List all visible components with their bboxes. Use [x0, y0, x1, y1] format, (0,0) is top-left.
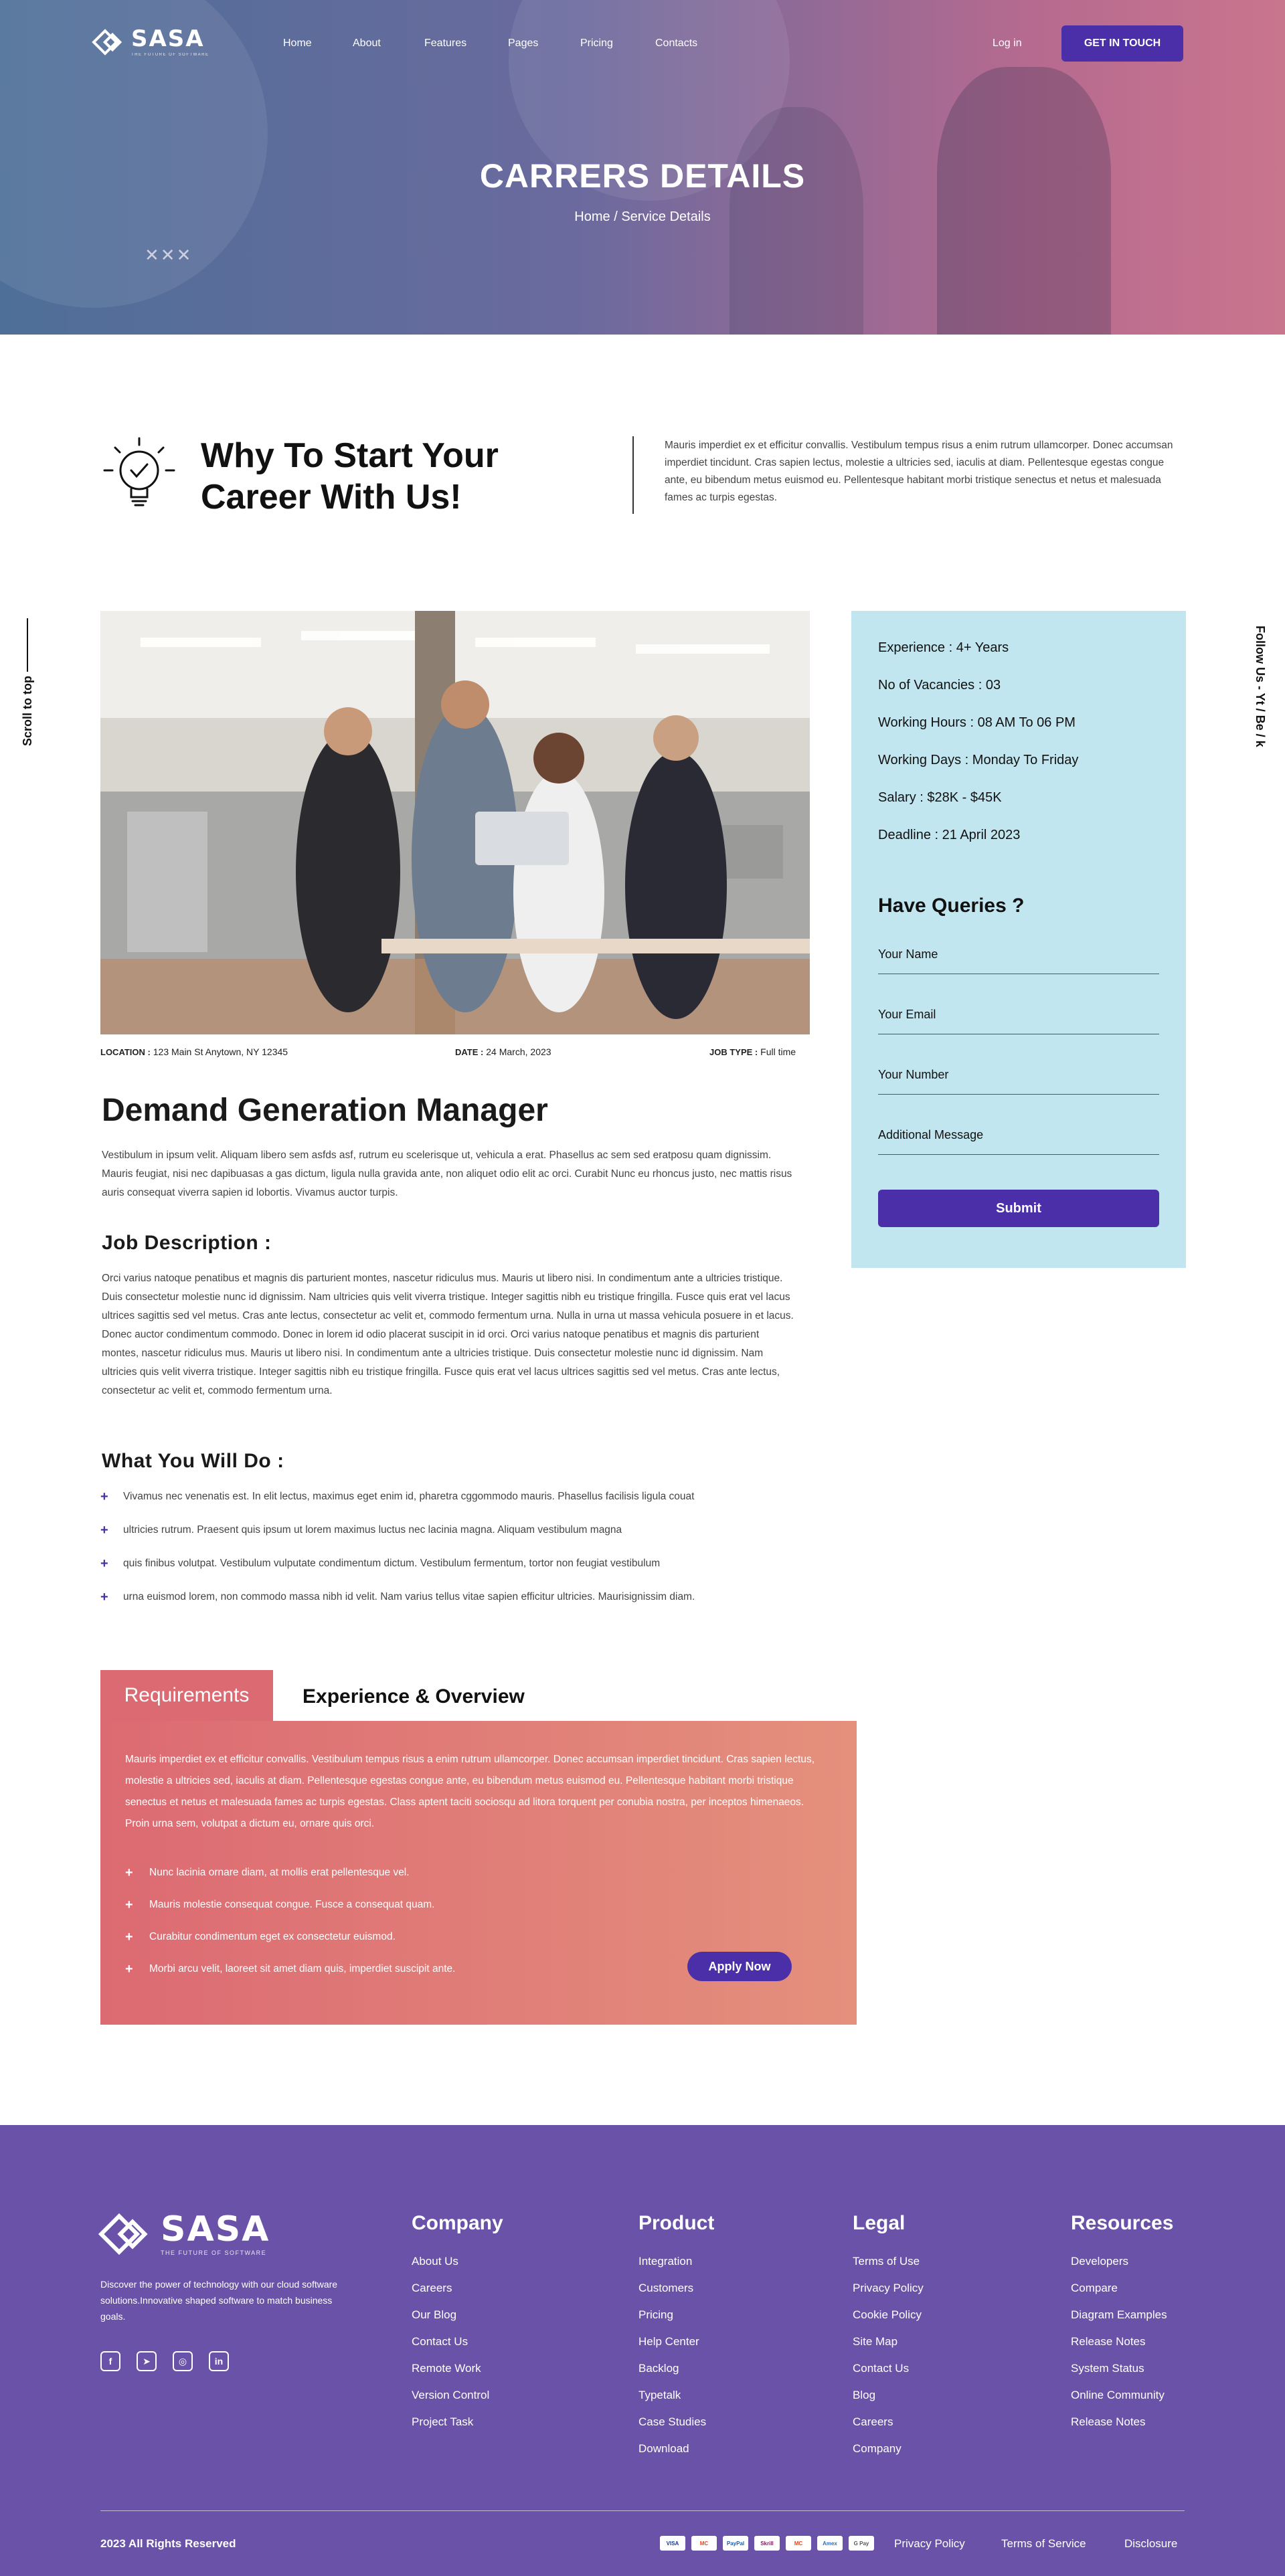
nav-about[interactable]: About	[353, 37, 381, 49]
footer-link[interactable]: Backlog	[638, 2362, 679, 2375]
info-value: 03	[985, 678, 1001, 693]
info-value: 4+ Years	[956, 640, 1009, 655]
footer-logo[interactable]	[100, 2211, 270, 2258]
social-links	[100, 2351, 229, 2371]
visa-icon: VISA	[660, 2536, 685, 2551]
list-item-text: ultricies rutrum. Praesent quis ipsum ut lorem maximus luctus nec lacinia magna. Aliquam vestibulum magna	[123, 1524, 622, 1536]
footer-link[interactable]: Our Blog	[412, 2308, 457, 2321]
footer-link[interactable]: Careers	[412, 2282, 452, 2294]
footer-link[interactable]: Version Control	[412, 2389, 490, 2401]
message-field[interactable]: Additional Message	[878, 1128, 1159, 1155]
plus-icon: +	[125, 1898, 133, 1912]
footer-column-title: Legal	[853, 2212, 906, 2234]
footer-column-title: Resources	[1071, 2212, 1174, 2234]
list-item-text: Vivamus nec venenatis est. In elit lectus, maximus eget enim id, pharetra cggommodo mauris. Phasellus facilisis ligula couat	[123, 1491, 695, 1502]
list-item-text: urna euismod lorem, non commodo massa nibh id velit. Nam varius tellus vitae sapien efficitur ultricies. Maurisignissim diam.	[123, 1591, 695, 1602]
paypal-icon: PayPal	[723, 2536, 748, 2551]
list-item-text: Mauris molestie consequat congue. Fusce a consequat quam.	[149, 1899, 435, 1910]
info-working-hours	[878, 715, 1078, 753]
info-value: Monday To Friday	[972, 753, 1079, 767]
plus-icon: +	[125, 1930, 133, 1944]
mastercard-alt-icon: MC	[786, 2536, 811, 2551]
info-value: 21 April 2023	[942, 828, 1021, 842]
login-link[interactable]: Log in	[993, 37, 1022, 49]
info-vacancies	[878, 678, 1078, 715]
what-you-will-do-heading: What You Will Do :	[102, 1450, 284, 1472]
job-description-text: Orci varius natoque penatibus et magnis dis parturient montes, nascetur ridiculus mus. Mauris ut libero nisi. In condimentum ante a ultricies tristique. Duis consectetur molestie nunc id dignissim. Nam ultricies quis velit viverra tristique. Integer sagittis nibh eu tristique fringilla. Fusce quis erat vel lacus ultrices sagittis sed vel metus. Cras ante lectus, consectetur ac velit et, commodo fermentum urna. Nulla in urna ut massa vehicula posuere in et lacus. Donec auctor condimentum commodo. Donec in lorem id odio placerat suscipit in id orci. Orci varius natoque penatibus et magnis dis parturient montes, nascetur ridiculus mus. Mauris ut libero nisi. In condimentum ante a ultricies tristique. Duis consectetur molestie nunc id dignissim. Nam ultricies quis velit viverra tristique. Integer sagittis nibh eu tristique fringilla. Fusce quis erat vel lacus ultrices sagittis sed vel metus. Cras ante lectus, consectetur ac velit et, commodo fermentum urna.	[102, 1273, 794, 1396]
requirements-panel	[100, 1721, 857, 2025]
footer-link[interactable]: Help Center	[638, 2335, 699, 2348]
footer-column-resources	[1071, 2212, 1173, 2442]
footer	[0, 2125, 1285, 2576]
payment-methods	[660, 2536, 874, 2551]
scroll-to-top[interactable]: Scroll to top	[21, 676, 34, 746]
tab-experience-overview[interactable]: Experience & Overview	[303, 1685, 525, 1708]
footer-link[interactable]: Site Map	[853, 2335, 898, 2348]
get-in-touch-button[interactable]: GET IN TOUCH	[1061, 25, 1183, 62]
info-salary	[878, 790, 1078, 828]
info-label: Experience :	[878, 640, 953, 655]
list-item	[100, 1591, 810, 1603]
why-heading	[201, 435, 499, 518]
instagram-icon[interactable]: ◎	[173, 2351, 193, 2371]
hero-banner	[0, 0, 1285, 335]
footer-divider	[100, 2510, 1185, 2511]
info-label: Salary :	[878, 790, 924, 805]
nav-features[interactable]: Features	[424, 37, 467, 49]
list-item-text: Curabitur condimentum eget ex consectetur euismod.	[149, 1931, 396, 1942]
info-value: 08 AM To 06 PM	[977, 715, 1076, 730]
job-type-label: JOB TYPE :	[709, 1047, 758, 1057]
hero-bg-shape	[937, 67, 1111, 335]
job-date-label: DATE :	[455, 1047, 484, 1057]
footer-link[interactable]: Company	[853, 2442, 902, 2455]
info-list	[878, 640, 1078, 865]
apply-now-button[interactable]: Apply Now	[687, 1952, 792, 1981]
job-date	[455, 1046, 551, 1057]
privacy-policy-link[interactable]: Privacy Policy	[894, 2537, 965, 2550]
job-description-heading: Job Description :	[102, 1232, 272, 1254]
follow-us-label[interactable]: Follow Us - Yt / Be / k	[1254, 626, 1267, 747]
footer-link[interactable]: Case Studies	[638, 2415, 707, 2428]
info-label: No of Vacancies :	[878, 678, 982, 693]
lightbulb-check-icon	[100, 432, 178, 512]
decorative-x-marks-icon: ✕✕✕	[145, 245, 193, 265]
footer-column-product	[638, 2212, 714, 2469]
scroll-line	[27, 618, 28, 672]
tab-requirements[interactable]: Requirements	[100, 1670, 273, 1721]
footer-link[interactable]: Online Community	[1071, 2389, 1165, 2401]
job-location	[100, 1046, 288, 1057]
job-info-sidebar	[851, 611, 1186, 1268]
nav-pages[interactable]: Pages	[508, 37, 539, 49]
header-logo[interactable]	[94, 27, 209, 58]
logo-mark-icon	[94, 27, 124, 58]
logo-tagline: THE FUTURE OF SOFTWARE	[131, 53, 209, 57]
info-value: $28K - $45K	[927, 790, 1002, 805]
list-item-text: Morbi arcu velit, laoreet sit amet diam quis, imperdiet suscipit ante.	[149, 1963, 456, 1974]
footer-logo-name: SASA	[161, 2209, 270, 2249]
footer-link[interactable]: Contact Us	[412, 2335, 468, 2348]
list-item	[100, 1491, 810, 1503]
google-pay-icon: G Pay	[849, 2536, 874, 2551]
footer-column-title: Product	[638, 2212, 715, 2234]
breadcrumb	[0, 209, 1285, 225]
disclosure-link[interactable]: Disclosure	[1124, 2537, 1178, 2550]
requirements-text: Mauris imperdiet ex et efficitur convallis. Vestibulum tempus risus a enim rutrum ullamcorper. Donec accumsan imperdiet tincidunt. Cras sapien lectus, molestie a ultricies sed, iaculis at diam. Pellentesque egestas congue ante, eu bibendum metus euismod eu. Pellentesque habitant morbi tristique senectus et netus et malesuada fames ac turpis egestas. Class aptent taciti sociosqu ad litora torquent per conubia nostra, per inceptos himenaeos. Proin urna sem, volutpat a dictum eu, ornare quis orci.	[125, 1754, 815, 1829]
plus-icon: +	[125, 1865, 133, 1880]
plus-icon: +	[125, 1962, 133, 1976]
submit-button[interactable]: Submit	[878, 1190, 1159, 1227]
footer-link[interactable]: System Status	[1071, 2362, 1144, 2375]
footer-link[interactable]: Project Task	[412, 2415, 474, 2428]
number-field[interactable]: Your Number	[878, 1068, 1159, 1095]
job-location-label: LOCATION :	[100, 1047, 151, 1057]
list-item	[125, 1931, 455, 1963]
list-item-text: Nunc lacinia ornare diam, at mollis erat pellentesque vel.	[149, 1867, 410, 1878]
footer-link[interactable]: Contact Us	[853, 2362, 910, 2375]
footer-link[interactable]: Customers	[638, 2282, 694, 2294]
footer-link[interactable]: Careers	[853, 2415, 893, 2428]
job-title: Demand Generation Manager	[102, 1093, 548, 1128]
list-item	[125, 1899, 455, 1931]
list-item	[100, 1558, 810, 1570]
footer-link[interactable]: Release Notes	[1071, 2335, 1146, 2348]
footer-description: Discover the power of technology with our cloud software solutions.Innovative shaped software to match business goals.	[100, 2279, 338, 2322]
nav-pricing[interactable]: Pricing	[580, 37, 613, 49]
logo-name: SASA	[131, 25, 205, 52]
job-type	[709, 1046, 796, 1057]
nav-home[interactable]: Home	[283, 37, 312, 49]
page-title: CARRERS DETAILS	[479, 157, 806, 195]
footer-link[interactable]: Privacy Policy	[853, 2282, 924, 2294]
name-field[interactable]: Your Name	[878, 947, 1159, 974]
breadcrumb-home[interactable]: Home	[574, 209, 610, 224]
footer-column-title: Company	[412, 2212, 503, 2234]
plus-icon: +	[100, 1556, 108, 1571]
job-location-value: 123 Main St Anytown, NY 12345	[153, 1046, 288, 1057]
footer-link[interactable]: Terms of Use	[853, 2255, 920, 2268]
plus-icon: +	[100, 1489, 108, 1504]
footer-link[interactable]: Remote Work	[412, 2362, 481, 2375]
terms-of-service-link[interactable]: Terms of Service	[1001, 2537, 1086, 2550]
job-date-value: 24 March, 2023	[486, 1046, 551, 1057]
list-item	[100, 1524, 810, 1536]
facebook-icon[interactable]: f	[100, 2351, 120, 2371]
footer-logo-tagline: THE FUTURE OF SOFTWARE	[161, 2249, 267, 2256]
footer-link[interactable]: Typetalk	[638, 2389, 681, 2401]
info-experience	[878, 640, 1078, 678]
list-item	[125, 1963, 455, 1995]
info-label: Working Hours :	[878, 715, 974, 730]
footer-link[interactable]: Developers	[1071, 2255, 1128, 2268]
why-heading-line1: Why To Start Your	[201, 436, 499, 475]
skrill-icon: Skrill	[754, 2536, 780, 2551]
mastercard-icon: MC	[691, 2536, 717, 2551]
footer-link[interactable]: Compare	[1071, 2282, 1118, 2294]
footer-column-legal	[853, 2212, 924, 2469]
logo-mark-icon	[100, 2211, 154, 2258]
queries-title: Have Queries ?	[878, 895, 1025, 917]
why-text: Mauris imperdiet ex et efficitur convallis. Vestibulum tempus risus a enim rutrum ullamcorper. Donec accumsan imperdiet tincidunt. Cras sapien lectus, molestie a ultricies sed, iaculis at diam. Pellentesque egestas congue ante, eu bibendum metus euismod eu. Pellentesque habitant morbi tristique senectus et netus et malesuada fames ac turpis egestas.	[665, 440, 1173, 503]
amex-icon: Amex	[817, 2536, 843, 2551]
footer-link[interactable]: Blog	[853, 2389, 876, 2401]
info-label: Deadline :	[878, 828, 939, 842]
breadcrumb-separator: /	[614, 209, 618, 224]
what-you-will-do-list	[100, 1491, 810, 1603]
info-working-days	[878, 753, 1078, 790]
telegram-icon[interactable]: ➤	[137, 2351, 157, 2371]
why-heading-line2: Career With Us!	[201, 478, 462, 517]
footer-link[interactable]: Release Notes	[1071, 2415, 1146, 2428]
breadcrumb-current: Service Details	[621, 209, 711, 224]
linkedin-icon[interactable]: in	[209, 2351, 229, 2371]
job-type-value: Full time	[760, 1046, 796, 1057]
copyright: 2023 All Rights Reserved	[100, 2537, 236, 2550]
list-item-text: quis finibus volutpat. Vestibulum vulputate condimentum dictum. Vestibulum fermentum, tortor non feugiat vestibulum	[123, 1558, 661, 1569]
plus-icon: +	[100, 1590, 108, 1604]
plus-icon: +	[100, 1523, 108, 1538]
footer-link[interactable]: Integration	[638, 2255, 693, 2268]
info-label: Working Days :	[878, 753, 969, 767]
nav-contacts[interactable]: Contacts	[655, 37, 698, 49]
requirements-list	[125, 1867, 455, 1995]
footer-link[interactable]: Download	[638, 2442, 689, 2455]
footer-link[interactable]: Pricing	[638, 2308, 673, 2321]
footer-link[interactable]: About Us	[412, 2255, 458, 2268]
list-item	[125, 1867, 455, 1899]
divider-line	[632, 436, 634, 514]
email-field[interactable]: Your Email	[878, 1008, 1159, 1034]
footer-column-company	[412, 2212, 503, 2442]
footer-link[interactable]: Diagram Examples	[1071, 2308, 1167, 2321]
team-photo	[100, 611, 810, 1034]
info-deadline	[878, 828, 1078, 865]
job-intro: Vestibulum in ipsum velit. Aliquam libero sem asfds asf, rutrum eu scelerisque ut, vehicula a erat. Phasellus ac sem sed eratposu quam dignissim. Mauris feugiat, nisi nec dapibuasas a gas dictum, ligula nulla gravida ante, non aliquet odio elit ac orci. Curabit Nunc eu rhoncus justo, nec mattis risus auris consequat viverra sapien id lobortis. Vivamus auctor turpis.	[102, 1149, 792, 1198]
footer-link[interactable]: Cookie Policy	[853, 2308, 922, 2321]
